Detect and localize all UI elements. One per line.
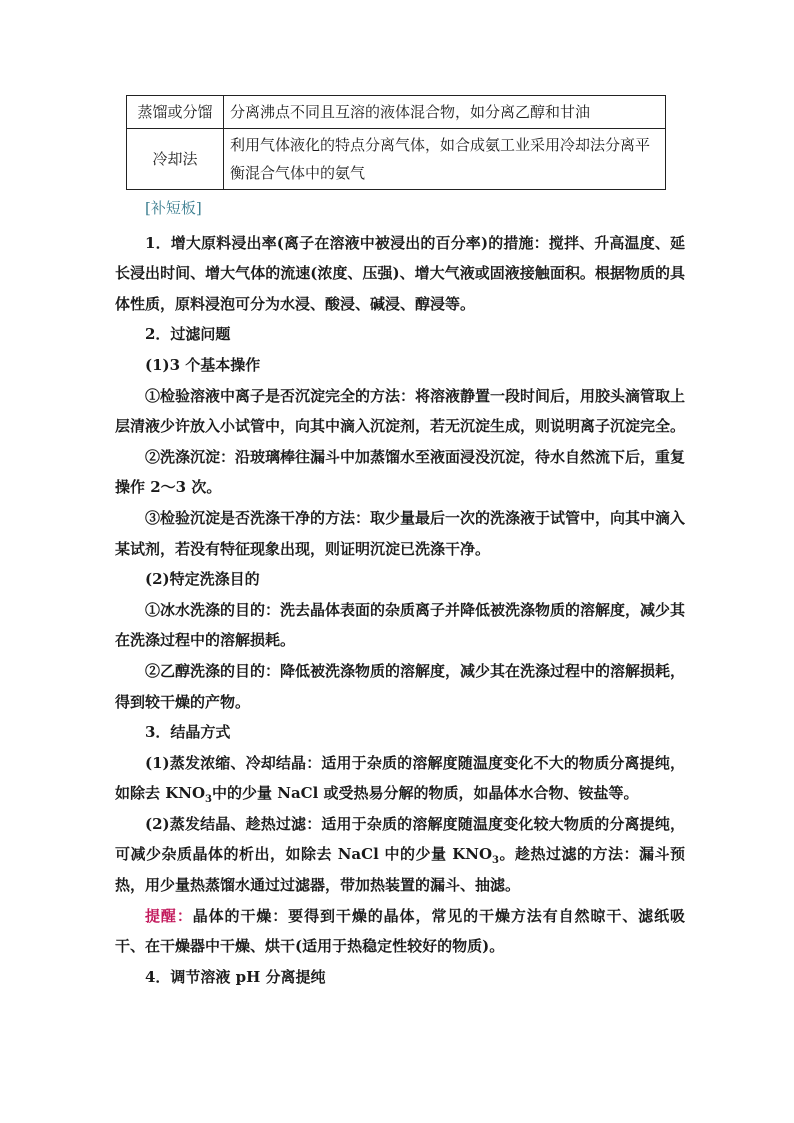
text-fragment: (2)蒸发结晶、趁热过滤：适用于杂质的溶解度随温度变化较大物质的分离提纯，可减少杂质晶体的析出，如除去 NaCl 中的少量 KNO — [115, 814, 685, 864]
table-row — [127, 96, 666, 129]
paragraph-1: 1．增大原料浸出率(离子在溶液中被浸出的百分率)的措施：搅拌、升高温度、延长浸出时间、增大气体的流速(浓度、压强)、增大气液或固液接触面积。根据物质的具体性质，原料浸泡可分为水浸、酸浸、碱浸、醇浸等。 — [115, 233, 685, 313]
subscript: 3 — [492, 855, 499, 867]
section-title-2: 2．过滤问题 — [145, 325, 231, 344]
separation-methods-table — [126, 95, 666, 190]
reminder-paragraph — [115, 901, 685, 962]
subscript: 3 — [205, 794, 213, 806]
supplement-tag: [补短板] — [145, 199, 202, 217]
section-title-4: 4．调节溶液 pH 分离提纯 — [145, 967, 326, 986]
paragraph-2-1-a: ①检验溶液中离子是否沉淀完全的方法：将溶液静置一段时间后，用胶头滴管取上层清液少许放入小试管中，向其中滴入沉淀剂，若无沉淀生成，则说明离子沉淀完全。 — [115, 386, 686, 436]
subsection-title-2-2: (2)特定洗涤目的 — [145, 570, 260, 589]
paragraph-2-1-c: ③检验沉淀是否洗涤干净的方法：取少量最后一次的洗涤液于试管中，向其中滴入某试剂，若没有特征现象出现，则证明沉淀已洗涤干净。 — [115, 508, 686, 558]
description-cell: 分离沸点不同且互溶的液体混合物，如分离乙醇和甘油 — [224, 96, 666, 129]
method-cell: 蒸馏或分馏 — [127, 96, 224, 129]
paragraph-2-1-b: ②洗涤沉淀：沿玻璃棒往漏斗中加蒸馏水至液面浸没沉淀，待水自然流下后，重复操作 2～3 次。 — [115, 447, 686, 497]
paragraph-3-1 — [115, 748, 685, 809]
text-fragment: (1)蒸发浓缩、冷却结晶：适用于杂质的溶解度随温度变化不大的物质分离提纯，如除去 KNO — [115, 753, 685, 803]
description-cell: 利用气体液化的特点分离气体，如合成氨工业采用冷却法分离平衡混合气体中的氨气 — [224, 129, 666, 190]
paragraph-2-2-b: ②乙醇洗涤的目的：降低被洗涤物质的溶解度，减少其在洗涤过程中的溶解损耗，得到较干燥的产物。 — [115, 661, 686, 711]
text-fragment: 中的少量 NaCl 或受热易分解的物质，如晶体水合物、铵盐等。 — [212, 784, 639, 803]
subsection-title-2-1: (1)3 个基本操作 — [145, 355, 261, 374]
table-row — [127, 129, 666, 190]
text-fragment: 。趁热过滤的方法：漏斗预热，用少量热蒸馏水通过过滤器，带加热装置的漏斗、抽滤。 — [115, 845, 685, 895]
method-cell: 冷却法 — [127, 129, 224, 190]
paragraph-3-2 — [115, 809, 685, 901]
section-title-3: 3．结晶方式 — [145, 723, 231, 742]
reminder-text: 晶体的干燥：要得到干燥的晶体，常见的干燥方法有自然晾干、滤纸吸干、在干燥器中干燥、烘干(适用于热稳定性较好的物质)。 — [115, 906, 685, 956]
reminder-label: 提醒： — [145, 906, 193, 925]
main-content — [115, 193, 685, 992]
paragraph-2-2-a: ①冰水洗涤的目的：洗去晶体表面的杂质离子并降低被洗涤物质的溶解度，减少其在洗涤过程中的溶解损耗。 — [115, 600, 686, 650]
